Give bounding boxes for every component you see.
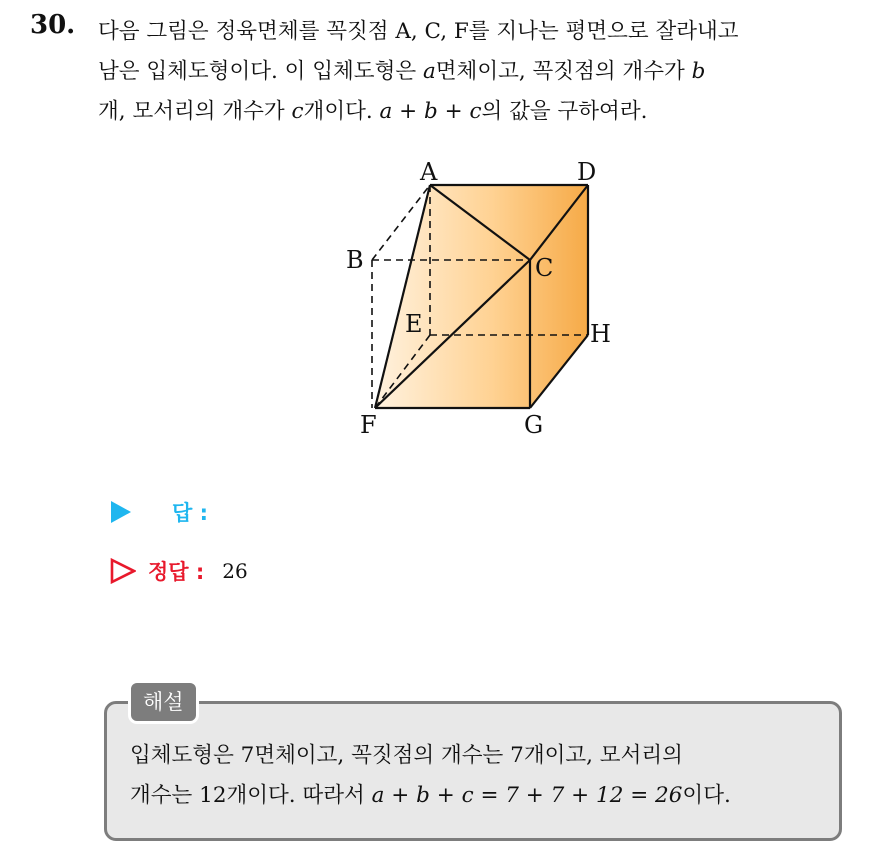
solution-line-2 <box>130 778 731 809</box>
vertex-label-e: E <box>405 310 423 338</box>
play-arrow-icon <box>110 500 132 524</box>
outlined-arrow-icon <box>110 558 136 584</box>
answer-row <box>110 497 208 527</box>
solution-expression: a + b + c = 7 + 7 + 12 = 26 <box>371 783 683 808</box>
solution-text: 이다. <box>682 783 731 808</box>
vertex-label-b: B <box>346 246 364 274</box>
vertex-label-d: D <box>577 158 597 186</box>
solution-text: 개수는 12개이다. 따라서 <box>130 783 372 808</box>
variable-c: c <box>291 99 304 124</box>
solution-box <box>104 701 842 841</box>
question-line-1: 다음 그림은 정육면체를 꼭짓점 A, C, F를 지나는 평면으로 잘라내고 <box>98 19 739 44</box>
answer-label: 답 : <box>172 501 208 525</box>
expression: a + b + c <box>379 99 482 124</box>
solution-tag: 해설 <box>128 680 199 724</box>
variable-a: a <box>422 59 436 84</box>
vertex-label-h: H <box>590 320 611 348</box>
vertex-label-f: F <box>360 411 377 439</box>
solid-figure <box>320 150 630 445</box>
question-text: 의 값을 구하여라. <box>481 99 648 124</box>
question-number: 30. <box>30 10 76 40</box>
vertex-label-a: A <box>420 158 438 186</box>
vertex-label-g: G <box>524 411 544 439</box>
correct-answer-value: 26 <box>222 559 248 583</box>
vertex-label-c: C <box>535 254 554 282</box>
solution-line-1: 입체도형은 7면체이고, 꼭짓점의 개수는 7개이고, 모서리의 <box>130 743 683 768</box>
correct-answer-row <box>110 556 248 586</box>
question-text: 개, 모서리의 개수가 <box>98 99 292 124</box>
question-line-3 <box>98 94 647 125</box>
question-text: 면체이고, 꼭짓점의 개수가 <box>435 59 692 84</box>
variable-b: b <box>691 59 706 84</box>
question-line-2 <box>98 54 705 85</box>
question-text: 남은 입체도형이다. 이 입체도형은 <box>98 59 423 84</box>
question-text: 개이다. <box>303 99 380 124</box>
correct-answer-label: 정답 : <box>148 560 205 584</box>
